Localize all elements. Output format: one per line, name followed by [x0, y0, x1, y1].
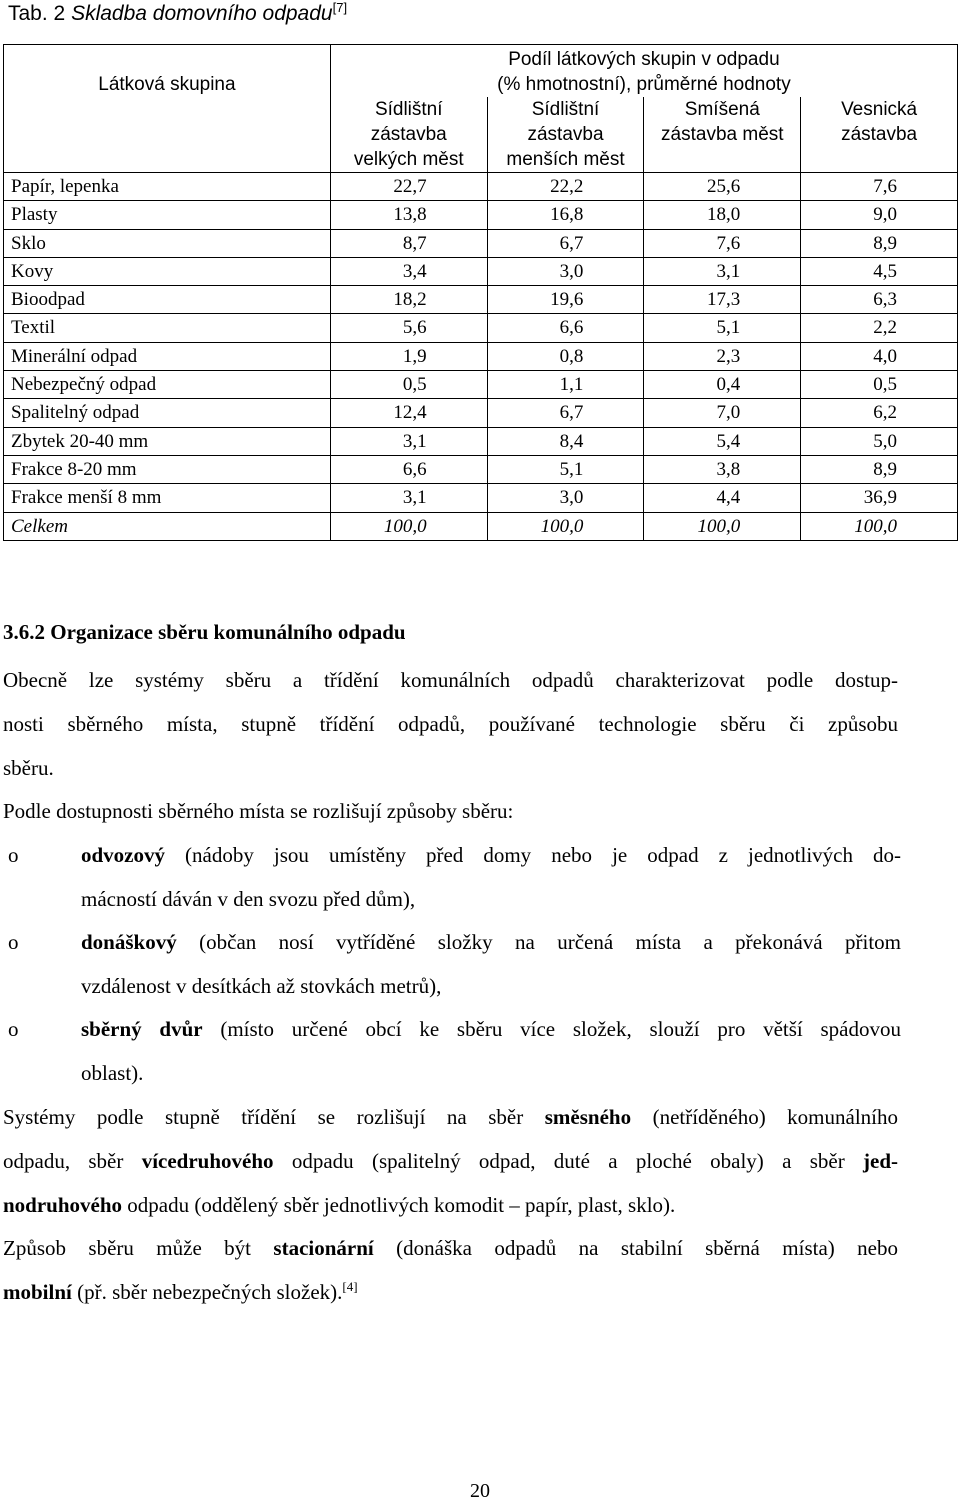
table-row	[4, 229, 958, 257]
cell-value: 7,0	[644, 399, 801, 427]
p4-text-1: Způsob sběru může být	[3, 1236, 252, 1260]
table-row	[4, 484, 958, 512]
cell-value: 7,6	[801, 173, 958, 201]
table-total-row	[4, 512, 958, 540]
cell-value: 2,2	[801, 314, 958, 342]
header-group-label: Látková skupina	[98, 74, 236, 95]
table-row	[4, 399, 958, 427]
cell-value: 22,7	[330, 173, 487, 201]
cell-value: 6,3	[801, 286, 958, 314]
col-header-3	[644, 97, 801, 173]
row-label: Frakce menší 8 mm	[4, 484, 331, 512]
cell-value: 5,1	[487, 455, 644, 483]
row-label: Minerální odpad	[4, 342, 331, 370]
table-body	[4, 173, 958, 541]
cell-value: 4,5	[801, 257, 958, 285]
row-label: Spalitelný odpad	[4, 399, 331, 427]
col-header-2-l3: menších měst	[506, 149, 625, 170]
cell-value: 5,4	[644, 427, 801, 455]
cell-value: 8,9	[801, 455, 958, 483]
paragraph-3	[3, 1095, 898, 1227]
cell-value: 1,1	[487, 371, 644, 399]
col-header-1	[330, 97, 487, 173]
cell-value: 4,0	[801, 342, 958, 370]
cell-value: 3,0	[487, 257, 644, 285]
cell-value: 6,6	[487, 314, 644, 342]
page-number: 20	[470, 1480, 490, 1502]
cell-value: 3,0	[487, 484, 644, 512]
p3-text-4: odpadu (spalitelný odpad, duté a ploché obaly) a sběr	[291, 1149, 845, 1173]
cell-value: 8,9	[801, 229, 958, 257]
table-caption	[8, 2, 347, 26]
bullet-2-text: (občan nosí vytříděné složky na určená místa a překonává přitom	[199, 930, 902, 954]
col-header-4-l1: Vesnická	[841, 99, 918, 120]
cell-value: 22,2	[487, 173, 644, 201]
cell-value: 5,1	[644, 314, 801, 342]
bullet-2-term: donáškový	[81, 930, 177, 954]
paragraph-1-line-3: sběru.	[3, 756, 54, 780]
cell-value: 6,6	[330, 455, 487, 483]
cell-value: 1,9	[330, 342, 487, 370]
col-header-1-l1: Sídlištní	[374, 99, 443, 120]
paragraph-1	[3, 658, 898, 790]
row-label: Kovy	[4, 257, 331, 285]
row-label: Papír, lepenka	[4, 173, 331, 201]
bullet-2-line-2: vzdálenost v desítkách až stovkách metrů),	[81, 974, 442, 998]
caption-ref: [7]	[332, 0, 348, 15]
cell-value: 13,8	[330, 201, 487, 229]
header-span-line1: Podíl látkových skupin v odpadu	[508, 49, 780, 70]
p4-text-3: (př. sběr nebezpečných složek).	[77, 1280, 343, 1304]
cell-value: 100,0	[487, 512, 644, 540]
p3-text-3: odpadu, sběr	[3, 1149, 124, 1173]
col-header-3-l2: zástavba měst	[661, 124, 784, 145]
cell-value: 3,8	[644, 455, 801, 483]
cell-value: 17,3	[644, 286, 801, 314]
paragraph-4	[3, 1226, 898, 1314]
p4-bold-1: stacionární	[273, 1236, 374, 1260]
bullet-1-line-2: mácností dáván v den svozu před dům),	[81, 887, 416, 911]
cell-value: 6,2	[801, 399, 958, 427]
section-title-text: 3.6.2 Organizace sběru komunálního odpadu	[3, 620, 406, 644]
col-header-1-l2: zástavba	[370, 124, 447, 145]
table-row	[4, 342, 958, 370]
cell-value: 100,0	[801, 512, 958, 540]
cell-value: 8,4	[487, 427, 644, 455]
cell-value: 18,2	[330, 286, 487, 314]
row-label: Plasty	[4, 201, 331, 229]
p4-ref: [4]	[342, 1279, 358, 1294]
bullet-marker: o	[8, 930, 19, 954]
cell-value: 5,0	[801, 427, 958, 455]
table-row	[4, 286, 958, 314]
cell-value: 36,9	[801, 484, 958, 512]
col-header-4	[801, 97, 958, 173]
cell-value: 16,8	[487, 201, 644, 229]
bullet-3-text: (místo určené obcí ke sběru více složek, slouží pro větší spádovou	[220, 1017, 901, 1041]
caption-prefix: Tab. 2	[8, 2, 66, 25]
header-span	[330, 45, 957, 98]
cell-value: 4,4	[644, 484, 801, 512]
cell-value: 100,0	[644, 512, 801, 540]
col-header-2-l2: zástavba	[527, 124, 604, 145]
cell-value: 0,5	[330, 371, 487, 399]
p4-bold-2: mobilní	[3, 1280, 72, 1304]
row-label: Bioodpad	[4, 286, 331, 314]
col-header-2	[487, 97, 644, 173]
row-label: Nebezpečný odpad	[4, 371, 331, 399]
p4-text-2: (donáška odpadů na stabilní sběrná místa) nebo	[396, 1236, 898, 1260]
table-row	[4, 427, 958, 455]
col-header-3-l1: Smíšená	[684, 99, 760, 120]
row-label: Frakce 8-20 mm	[4, 455, 331, 483]
header-group	[4, 45, 331, 173]
row-label: Textil	[4, 314, 331, 342]
table-row	[4, 314, 958, 342]
table-row	[4, 173, 958, 201]
cell-value: 5,6	[330, 314, 487, 342]
paragraph-1-line-1: Obecně lze systémy sběru a třídění komunálních odpadů charakterizovat podle dostup-	[3, 668, 898, 692]
p3-text-1: Systémy podle stupně třídění se rozlišují na sběr	[3, 1105, 524, 1129]
header-span-line2: (% hmotnostní), průměrné hodnoty	[497, 74, 791, 95]
cell-value: 6,7	[487, 399, 644, 427]
cell-value: 8,7	[330, 229, 487, 257]
p3-text-5: odpadu (oddělený sběr jednotlivých komodit – papír, plast, sklo).	[127, 1193, 676, 1217]
col-header-2-l1: Sídlištní	[531, 99, 600, 120]
p3-text-2: (netříděného) komunálního	[652, 1105, 899, 1129]
bullet-3-line-2: oblast).	[81, 1061, 144, 1085]
paragraph-1-line-2: nosti sběrného místa, stupně třídění odpadů, používané technologie sběru či způsobu	[3, 712, 898, 736]
paragraph-2-text: Podle dostupnosti sběrného místa se rozlišují způsoby sběru:	[3, 799, 514, 823]
section-title	[3, 620, 953, 645]
cell-value: 3,4	[330, 257, 487, 285]
col-header-4-l2: zástavba	[841, 124, 918, 145]
cell-value: 0,8	[487, 342, 644, 370]
p3-bold-2: vícedruhového	[141, 1149, 274, 1173]
cell-value: 19,6	[487, 286, 644, 314]
cell-value: 12,4	[330, 399, 487, 427]
cell-value: 2,3	[644, 342, 801, 370]
bullet-3-term: sběrný dvůr	[81, 1017, 203, 1041]
cell-value: 3,1	[644, 257, 801, 285]
waste-composition-table	[3, 44, 958, 541]
cell-value: 9,0	[801, 201, 958, 229]
cell-value: 0,5	[801, 371, 958, 399]
row-label: Zbytek 20-40 mm	[4, 427, 331, 455]
table-row	[4, 455, 958, 483]
bullet-1-term: odvozový	[81, 843, 165, 867]
table-row	[4, 201, 958, 229]
cell-value: 3,1	[330, 484, 487, 512]
paragraph-2	[3, 789, 898, 833]
col-header-1-l3: velkých měst	[353, 149, 464, 170]
cell-value: 25,6	[644, 173, 801, 201]
row-label: Sklo	[4, 229, 331, 257]
bullet-marker: o	[8, 843, 19, 867]
p3-bold-3b: nodruhového	[3, 1193, 123, 1217]
cell-value: 0,4	[644, 371, 801, 399]
cell-value: 6,7	[487, 229, 644, 257]
bullet-1-text: (nádoby jsou umístěny před domy nebo je odpad z jednotlivých do-	[185, 843, 902, 867]
cell-value: 7,6	[644, 229, 801, 257]
table-row	[4, 257, 958, 285]
row-label: Celkem	[4, 512, 331, 540]
bullet-marker: o	[8, 1017, 19, 1041]
cell-value: 18,0	[644, 201, 801, 229]
cell-value: 3,1	[330, 427, 487, 455]
caption-title: Skladba domovního odpadu	[71, 2, 333, 25]
p3-bold-1: směsného	[544, 1105, 632, 1129]
p3-bold-3a: jed-	[863, 1149, 899, 1173]
table-row	[4, 371, 958, 399]
cell-value: 100,0	[330, 512, 487, 540]
